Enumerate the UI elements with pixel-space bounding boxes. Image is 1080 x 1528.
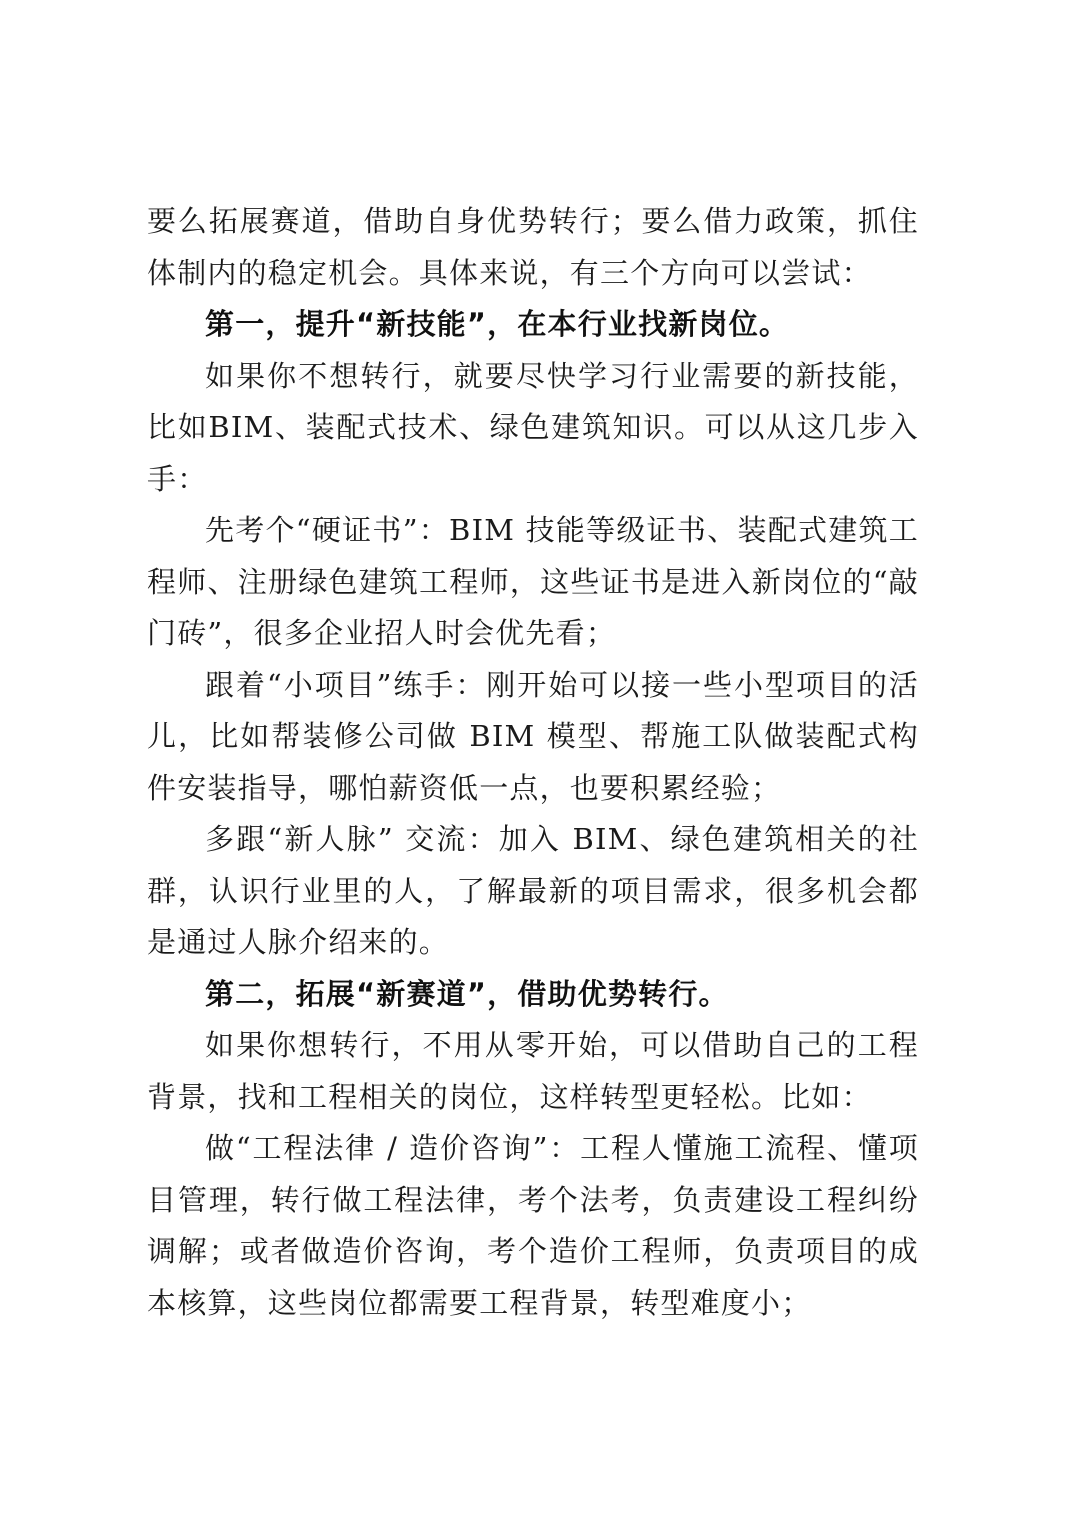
section-heading-new-track: 第二，拓展“新赛道”，借助优势转行。	[205, 976, 729, 1011]
section-heading-new-skills: 第一，提升“新技能”，在本行业找新岗位。	[205, 307, 790, 341]
paragraph-new-skills-intro: 如果你不想转行，就要尽快学习行业需要的新技能，比如BIM、装配式技术、绿色建筑知识。可以从这几步入手：	[147, 358, 919, 496]
paragraph-intro-continuation: 要么拓展赛道，借助自身优势转行；要么借力政策，抓住体制内的稳定机会。具体来说，有三个方向可以尝试：	[147, 204, 919, 290]
paragraph-law-cost-consulting: 做“工程法律 / 造价咨询”：工程人懂施工流程、懂项目管理，转行做工程法律，考个法考，负责建设工程纠纷调解；或者做造价咨询，考个造价工程师，负责项目的成本核算，这些岗位都需要工程背景，转型难度小；	[147, 1131, 919, 1320]
paragraph-small-projects: 跟着“小项目”练手：刚开始可以接一些小型项目的活儿，比如帮装修公司做 BIM 模型、帮施工队做装配式构件安装指导，哪怕薪资低一点，也要积累经验；	[147, 667, 919, 805]
paragraph-networking: 多跟“新人脉” 交流：加入 BIM、绿色建筑相关的社群，认识行业里的人，了解最新的项目需求，很多机会都是通过人脉介绍来的。	[147, 822, 919, 959]
paragraph-certificates: 先考个“硬证书”：BIM 技能等级证书、装配式建筑工程师、注册绿色建筑工程师，这些证书是进入新岗位的“敲门砖”，很多企业招人时会优先看；	[147, 513, 919, 650]
paragraph-new-track-intro: 如果你想转行，不用从零开始，可以借助自己的工程背景，找和工程相关的岗位，这样转型更轻松。比如：	[147, 1028, 919, 1114]
document-body	[147, 196, 919, 1329]
